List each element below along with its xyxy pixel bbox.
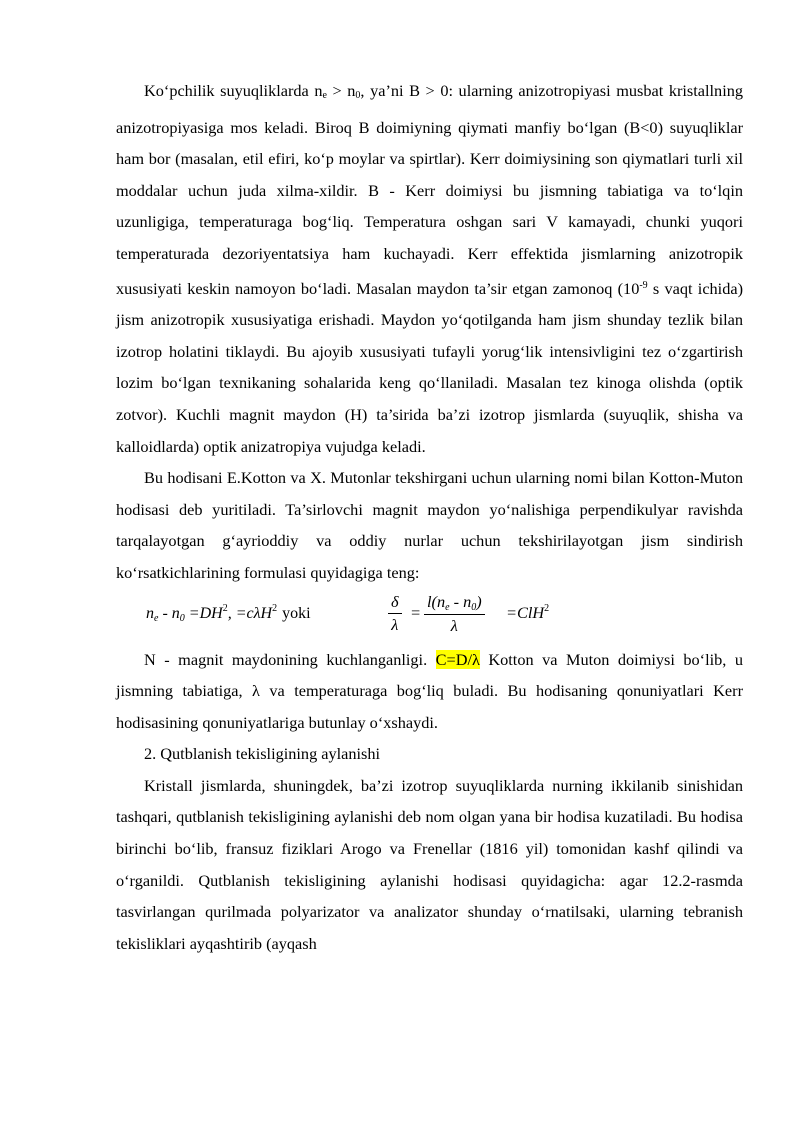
eq-clh: , =cλH bbox=[227, 604, 273, 622]
eq-equals: = bbox=[410, 602, 421, 622]
eq-square: 2 bbox=[222, 602, 228, 614]
text-run: Ko‘pchilik suyuqliklarda n bbox=[144, 81, 323, 100]
section-heading: 2. Qutblanish tekisligining aylanishi bbox=[144, 744, 381, 764]
eq-n: n bbox=[171, 604, 180, 622]
subscript-e: e bbox=[322, 90, 327, 101]
eq-n: n bbox=[146, 604, 154, 622]
frac-numerator bbox=[424, 592, 485, 615]
frac-denominator: λ bbox=[391, 614, 399, 634]
num-sub-0: 0 bbox=[471, 601, 477, 613]
superscript-exponent: -9 bbox=[639, 279, 648, 291]
paragraph-1 bbox=[116, 75, 743, 462]
fraction-l-delta-n bbox=[424, 592, 485, 636]
text-run: Kotton va Muton doimiysi bo‘lib, u jismning tabiatiga, λ va temperaturaga bog‘liq buladi. Bu hodisaning qonuniyatlari Kerr hodisasining qonuniyatlariga butunlay o‘xshaydi. bbox=[116, 649, 743, 732]
eq-square: 2 bbox=[272, 602, 278, 614]
num-part: - n bbox=[449, 591, 472, 611]
eq-sub-0: 0 bbox=[179, 612, 185, 624]
paragraph-4: Kristall jismlarda, shuningdek, ba’zi izotrop suyuqliklarda nurning ikkilanib sinishidan tashqari, qutblanish tekisligining aylanishi deb nom olgan yana bir hodisa kuzatiladi. Bu hodisa birinchi bo‘lib, fransuz fiziklari Arogo va Frenellar (1816 yil) tomonidan kashf qilindi va o‘rganildi. Qutblanish tekisligining aylanishi hodisasi quyidagicha: agar 12.2-rasmda tasvirlangan qurilmada polyarizator va analizator shunday o‘rnatilsaki, ularning tebranish tekisliklari ayqashtirib (ayqash bbox=[116, 775, 743, 953]
text-run: s vaqt ichida) jism anizotropik xususiyatiga erishadi. Maydon yo‘qotilganda ham jism shunday tezlik bilan izotrop holatini tiklaydi. Bu ajoyib xususiyati tufayli yorug‘lik intensivligini tez o‘zgartirish lozim bo‘lgan texnikaning sohalarida keng qo‘llaniladi. Masalan tez kinoga olishda (optik zotvor). Kuchli magnit maydon (H) ta’sirida ba’zi izotrop jismlarda (suyuqlik, shisha va kalloidlarda) optik anizatropiya vujudga keladi. bbox=[116, 278, 743, 456]
paragraph-2: Bu hodisani E.Kotton va X. Mutonlar tekshirgani uchun ularning nomi bilan Kotton-Muton hodisasi deb yuritiladi. Ta’sirlovchi magnit maydon yo‘nalishiga perpendikulyar ravishda tarqalayotgan g‘ayrioddiy va oddiy nurlar uchun tekshirilayotgan jism sindirish ko‘rsatkichlarining formulasi quyidagiga teng: bbox=[116, 468, 743, 582]
eq-clh-right: =ClH bbox=[506, 602, 545, 622]
paragraph-3 bbox=[116, 644, 743, 739]
eq-dh: =DH bbox=[184, 604, 223, 622]
num-part: ) bbox=[476, 591, 482, 611]
eq-square: 2 bbox=[544, 602, 550, 614]
text-run: , ya’ni B > 0: ularning anizotropiyasi musbat kristallning anizotropiyasiga mos keladi. Biroq B doimiyning qiymati manfiy bo‘lgan (B<0) suyuqliklar ham bor (masalan, etil efiri, ko‘p moylar va spirtlar). Kerr doimiysining son qiymatlari turli xil moddalar uchun juda xilma-xildir. B - Kerr doimiysi bu jismning tabiatiga va to‘lqin uzunligiga, temperaturaga bog‘liq. Temperatura oshgan sari V kamayadi, chunki yuqori temperaturada dezoriyentatsiya ham kuchayadi. Kerr effektida jismlarning anizotropik xususiyati keskin namoyon bo‘ladi. Masalan maydon ta’sir etgan zamonoq (10 bbox=[116, 81, 743, 298]
highlighted-formula: C=D/λ bbox=[435, 649, 480, 669]
formula-right bbox=[506, 603, 549, 623]
eq-minus: - bbox=[158, 604, 172, 622]
eq-sub-e: e bbox=[154, 612, 159, 624]
text-run: > n bbox=[326, 81, 356, 100]
formula-left bbox=[146, 603, 311, 624]
fraction-delta-lambda bbox=[388, 592, 402, 635]
num-part: l(n bbox=[427, 591, 446, 611]
frac-denominator: λ bbox=[450, 615, 458, 635]
eq-yoki: yoki bbox=[282, 604, 311, 622]
subscript-0: 0 bbox=[355, 90, 361, 101]
frac-numerator: δ bbox=[388, 592, 402, 614]
text-run: N - magnit maydonining kuchlanganligi. bbox=[144, 649, 436, 669]
formula-row bbox=[116, 589, 743, 644]
num-sub-e: e bbox=[445, 601, 450, 613]
